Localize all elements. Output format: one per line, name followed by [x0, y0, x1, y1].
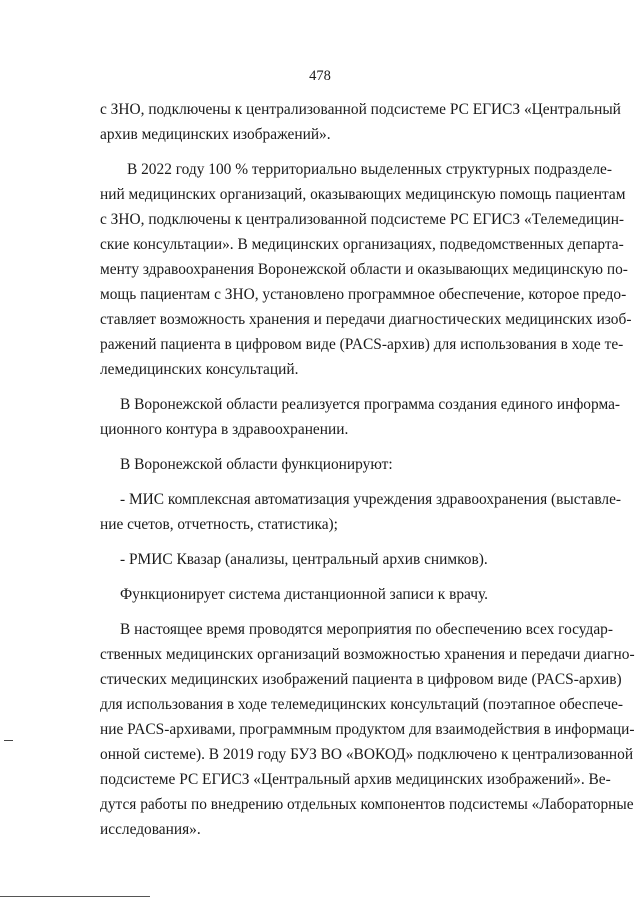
text-line: лемедицинских консультаций.	[100, 361, 299, 378]
paragraph	[100, 97, 621, 147]
paragraph	[100, 617, 635, 842]
page-number: 478	[309, 68, 331, 84]
text-line: В Воронежской области реализуется программа создания единого информа-	[120, 396, 621, 413]
text-line: ние PACS-архивами, программным продуктом для взаимодействия в информаци-	[100, 721, 635, 738]
text-line: с ЗНО, подключены к централизованной подсистеме РС ЕГИСЗ «Центральный	[100, 101, 621, 118]
text-line: ние счетов, отчетность, статистика);	[100, 516, 338, 533]
text-line: онной системе). В 2019 году БУЗ ВО «ВОКОД» подключено к централизованной	[100, 746, 634, 763]
paragraph	[100, 392, 621, 442]
text-line: мощь пациентам с ЗНО, установлено программное обеспечение, которое предо-	[100, 286, 627, 303]
document-body	[100, 97, 635, 842]
text-line: В Воронежской области функционируют:	[120, 456, 393, 473]
text-line: - РМИС Квазар (анализы, центральный архив снимков).	[120, 551, 488, 568]
text-line: ставляет возможность хранения и передачи диагностических медицинских изоб-	[100, 311, 632, 328]
text-line: менту здравоохранения Воронежской области и оказывающих медицинскую по-	[100, 261, 628, 278]
text-line: с ЗНО, подключены к централизованной подсистеме РС ЕГИСЗ «Телемедицин-	[100, 211, 625, 228]
text-line: исследования».	[100, 821, 201, 838]
text-line: ские консультации». В медицинских организациях, подведомственных департа-	[100, 236, 624, 253]
paragraph	[100, 547, 609, 572]
paragraph	[100, 487, 622, 537]
text-line: подсистеме РС ЕГИСЗ «Центральный архив медицинских изображений». Ве-	[100, 771, 611, 788]
text-line: архив медицинских изображений».	[100, 126, 331, 143]
text-line: ственных медицинских организаций возможностью хранения и передачи диагно-	[100, 646, 635, 663]
text-line: ражений пациента в цифровом виде (PACS-архив) для использования в ходе те-	[100, 336, 624, 353]
text-line: для использования в ходе телемедицинских консультаций (поэтапное обеспече-	[100, 696, 624, 713]
text-line: - МИС комплексная автоматизация учреждения здравоохранения (выставле-	[120, 491, 622, 508]
paragraph	[100, 157, 632, 382]
margin-mark	[4, 740, 13, 741]
text-line: ционного контура в здравоохранении.	[100, 421, 349, 438]
text-line: стических медицинских изображений пациента в цифровом виде (PACS-архив)	[100, 671, 622, 688]
paragraph	[100, 582, 609, 607]
paragraph	[100, 452, 609, 477]
text-line: В 2022 году 100 % территориально выделенных структурных подразделе-	[127, 161, 612, 178]
text-line: В настоящее время проводятся мероприятия по обеспечению всех государ-	[120, 621, 613, 638]
text-line: Функционирует система дистанционной записи к врачу.	[120, 586, 489, 603]
text-line: ний медицинских организаций, оказывающих медицинскую помощь пациентам	[100, 186, 626, 203]
footer-rule	[0, 896, 150, 897]
text-line: дутся работы по внедрению отдельных компонентов подсистемы «Лабораторные	[100, 796, 634, 813]
